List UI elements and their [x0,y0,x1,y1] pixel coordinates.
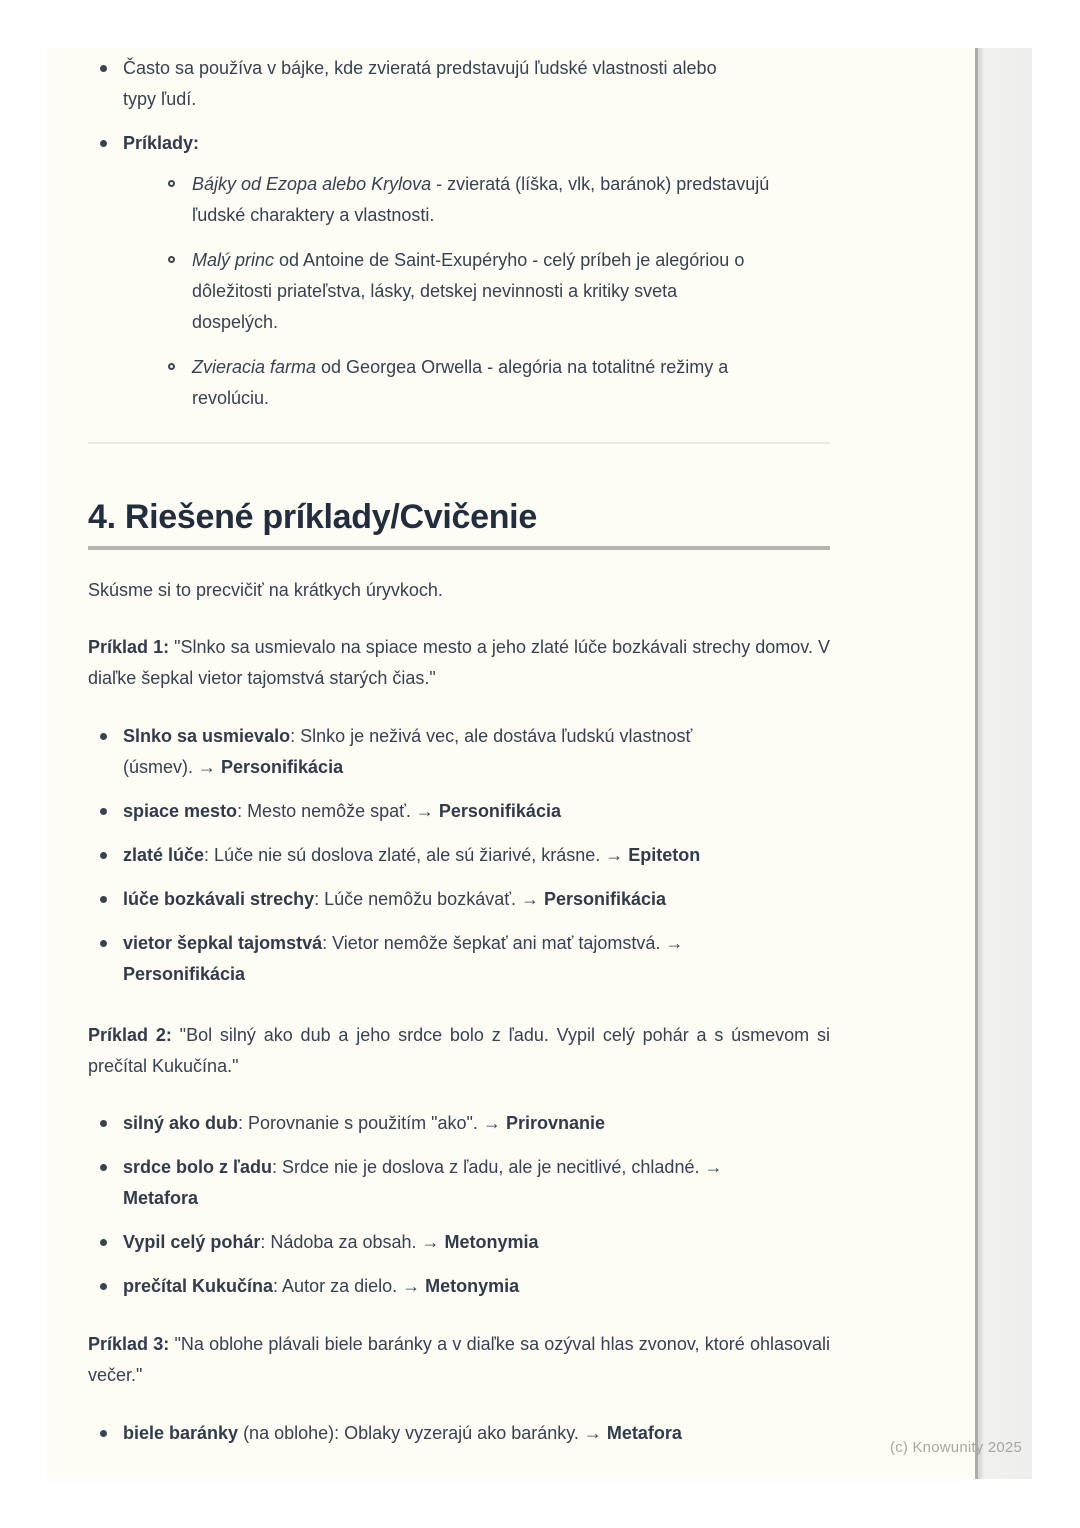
list-item-text: srdce bolo z ľadu: Srdce nie je doslova z ľadu, ale je necitlivé, chladné. → Metafora [123,1157,723,1208]
list-item [158,169,830,231]
list-item [88,1227,830,1258]
watermark: (c) Knowunity 2025 [890,1439,1023,1456]
list-item-text: biele baránky (na oblohe): Oblaky vyzerajú ako baránky. → Metafora [123,1423,682,1443]
list-item [88,884,830,915]
list-item [88,928,830,990]
allegory-examples-sublist [158,169,830,414]
example2-analysis-list [88,1108,830,1302]
section-heading: 4. Riešené príklady/Cvičenie [88,498,537,536]
list-item [158,352,830,414]
list-item [88,1271,830,1302]
example3-analysis-list [88,1418,830,1449]
bullet-dot-icon [100,1164,107,1171]
bullet-circle-icon [168,180,175,187]
bullet-dot-icon [100,1120,107,1127]
list-item [88,53,830,115]
list-item-text: Zvieracia farma od Georgea Orwella - alegória na totalitné režimy a revolúciu. [192,357,729,408]
list-item [88,128,830,414]
example2-text: Príklad 2: "Bol silný ako dub a jeho srdce bolo z ľadu. Vypil celý pohár a s úsmevom si prečítal Kukučína." [88,1025,830,1076]
bullet-circle-icon [168,256,175,263]
list-item [88,796,830,827]
bullet-dot-icon [100,808,107,815]
heading-underline [88,546,830,550]
example3-text: Príklad 3: "Na oblohe plávali biele baránky a v diaľke sa ozýval hlas zvonov, ktoré ohlasovali večer." [88,1334,830,1385]
list-item-text: Malý princ od Antoine de Saint-Exupéryho - celý príbeh je alegóriou o dôležitosti priateľstva, lásky, detskej nevinnosti a kritiky sveta dospelých. [192,250,745,332]
list-item-text: Slnko sa usmievalo: Slnko je neživá vec, ale dostáva ľudskú vlastnosť (úsmev). → Personifikácia [123,726,693,777]
bullet-dot-icon [100,1430,107,1437]
document-content [88,48,830,1449]
bullet-dot-icon [100,1239,107,1246]
section-intro: Skúsme si to precvičiť na krátkych úryvkoch. [88,580,443,600]
scrollbar[interactable] [975,48,1032,1479]
bullet-circle-icon [168,363,175,370]
list-item-text: silný ako dub: Porovnanie s použitím "ako". → Prirovnanie [123,1113,605,1133]
list-item [88,1152,830,1214]
allegory-bullet-list [88,53,830,414]
bullet-dot-icon [100,896,107,903]
list-item-text: vietor šepkal tajomstvá: Vietor nemôže šepkať ani mať tajomstvá. → Personifikácia [123,933,684,984]
list-item-text: prečítal Kukučína: Autor za dielo. → Metonymia [123,1276,520,1296]
list-item [88,721,830,783]
list-item-text: lúče bozkávali strechy: Lúče nemôžu bozkávať. → Personifikácia [123,889,667,909]
bullet-dot-icon [100,852,107,859]
list-item-text: Príklady: [123,133,200,153]
list-item [88,1108,830,1139]
example1-analysis-list [88,721,830,990]
bullet-dot-icon [100,733,107,740]
bullet-dot-icon [100,65,107,72]
list-item-text: Bájky od Ezopa alebo Krylova - zvieratá (líška, vlk, baránok) predstavujú ľudské charaktery a vlastnosti. [192,174,770,225]
list-item [158,245,830,338]
list-item-text: Vypil celý pohár: Nádoba za obsah. → Metonymia [123,1232,539,1252]
list-item [88,1418,830,1449]
list-item-text: Často sa používa v bájke, kde zvieratá predstavujú ľudské vlastnosti alebo typy ľudí. [123,58,717,109]
example1-text: Príklad 1: "Slnko sa usmievalo na spiace mesto a jeho zlaté lúče bozkávali strechy domov. V diaľke šepkal vietor tajomstvá starých čias." [88,637,830,688]
bullet-dot-icon [100,140,107,147]
list-item [88,840,830,871]
list-item-text: spiace mesto: Mesto nemôže spať. → Personifikácia [123,801,561,821]
bullet-dot-icon [100,940,107,947]
bullet-dot-icon [100,1283,107,1290]
list-item-text: zlaté lúče: Lúče nie sú doslova zlaté, ale sú žiarivé, krásne. → Epiteton [123,845,701,865]
section-divider [88,442,830,444]
